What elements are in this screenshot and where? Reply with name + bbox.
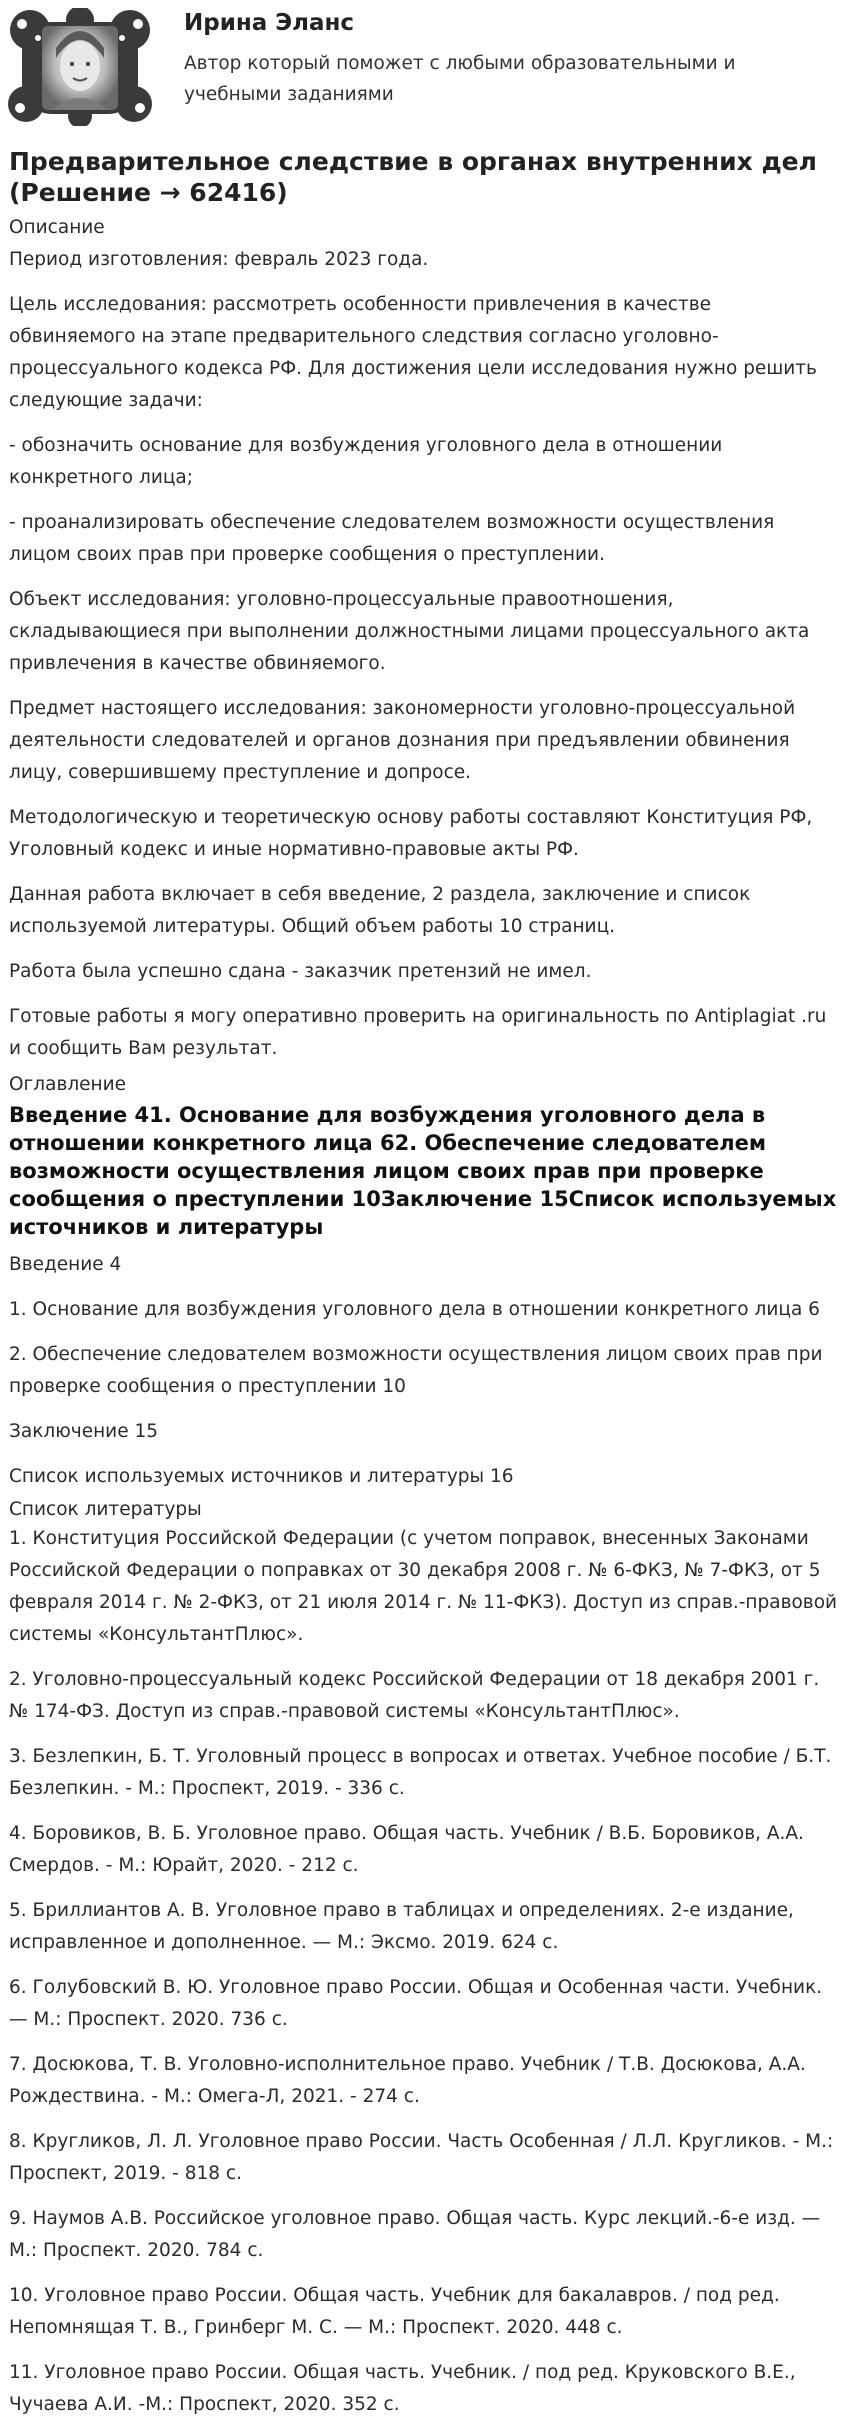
author-name[interactable]: Ирина Эланс — [184, 10, 355, 36]
toc-item: Список используемых источников и литературы 16 — [9, 1466, 514, 1487]
reference-item: 1. Конституция Российской Федерации (с учетом поправок, внесенных Законами Российской Федерации о поправках от 30 декабря 2008 г. № 6-ФКЗ, № 7-ФКЗ, от 5 февраля 2014 г. № 2-ФКЗ, от 21 июля 2014 г. № 11-ФКЗ). Доступ из справ.-правовой системы «КонсультантПлюс». — [9, 1528, 838, 1645]
references-label: Список литературы — [9, 1499, 202, 1520]
toc-summary: Введение 41. Основание для возбуждения уголовного дела в отношении конкретного лица 62. Обеспечение следователем возможности осуществления лицом своих прав при проверке сообщения о преступлении 10Заключение 15Список используемых источников и литературы — [9, 1103, 837, 1239]
description-label: Описание — [9, 217, 105, 238]
avatar[interactable] — [8, 8, 152, 126]
author-block — [0, 0, 847, 130]
toc-item: Заключение 15 — [9, 1421, 159, 1442]
reference-item: 10. Уголовное право России. Общая часть. Учебник для бакалавров. / под ред. Непомнящая Т. В., Гринберг М. С. — М.: Проспект. 2020. 448 с. — [9, 2285, 780, 2338]
reference-item: 5. Бриллиантов А. В. Уголовное право в таблицах и определениях. 2-е издание, исправленное и дополненное. — М.: Эксмо. 2019. 624 с. — [9, 1900, 794, 1953]
reference-item: 6. Голубовский В. Ю. Уголовное право России. Общая и Особенная части. Учебник. — М.: Проспект. 2020. 736 с. — [9, 1977, 823, 2030]
reference-item: 3. Безлепкин, Б. Т. Уголовный процесс в вопросах и ответах. Учебное пособие / Б.Т. Безлепкин. - М.: Проспект, 2019. - 336 с. — [9, 1746, 832, 1799]
description-paragraph: Данная работа включает в себя введение, 2 раздела, заключение и список используемой литературы. Общий объем работы 10 страниц. — [9, 884, 751, 937]
description-paragraph: Предмет настоящего исследования: закономерности уголовно-процессуальной деятельности следователей и органов дознания при предъявлении обвинения лицу, совершившему преступление и допросе. — [9, 698, 796, 783]
description-paragraph: - обозначить основание для возбуждения уголовного дела в отношении конкретного лица; — [9, 435, 723, 488]
description-paragraph: Методологическую и теоретическую основу работы составляют Конституция РФ, Уголовный кодекс и иные нормативно-правовые акты РФ. — [9, 807, 813, 860]
page-title: Предварительное следствие в органах внутренних дел (Решение → 62416) — [9, 147, 817, 207]
toc-item: Введение 4 — [9, 1254, 122, 1275]
reference-item: 9. Наумов А.В. Российское уголовное право. Общая часть. Курс лекций.-6-е изд. — М.: Проспект. 2020. 784 с. — [9, 2208, 821, 2261]
reference-item: 2. Уголовно-процессуальный кодекс Российской Федерации от 18 декабря 2001 г. № 174-ФЗ. Доступ из справ.-правовой системы «КонсультантПлюс». — [9, 1669, 820, 1722]
description-paragraph: Цель исследования: рассмотреть особенности привлечения в качестве обвиняемого на этапе предварительного следствия согласно уголовно-процессуального кодекса РФ. Для достижения цели исследования нужно решить следующие задачи: — [9, 294, 817, 411]
reference-item: 4. Боровиков, В. Б. Уголовное право. Общая часть. Учебник / В.Б. Боровиков, А.А. Смердов. - М.: Юрайт, 2020. - 212 с. — [9, 1823, 804, 1876]
reference-item: 7. Досюкова, Т. В. Уголовно-исполнительное право. Учебник / Т.В. Досюкова, А.А. Рождествина. - М.: Омега-Л, 2021. - 274 с. — [9, 2054, 806, 2107]
description-paragraph: Период изготовления: февраль 2023 года. — [9, 249, 429, 270]
toc-item: 2. Обеспечение следователем возможности осуществления лицом своих прав при проверке сообщения о преступлении 10 — [9, 1344, 823, 1397]
author-description: Автор который поможет с любыми образовательными и учебными заданиями — [184, 53, 736, 105]
reference-item: 11. Уголовное право России. Общая часть. Учебник. / под ред. Круковского В.Е., Чучаева А.И. -М.: Проспект, 2020. 352 с. — [9, 2362, 796, 2415]
description-paragraph: Готовые работы я могу оперативно проверить на оригинальность по Antiplagiat .ru и сообщить Вам результат. — [9, 1006, 827, 1059]
main-content — [9, 146, 841, 2434]
toc-item: 1. Основание для возбуждения уголовного дела в отношении конкретного лица 6 — [9, 1299, 820, 1320]
reference-item: 8. Кругликов, Л. Л. Уголовное право России. Часть Особенная / Л.Л. Кругликов. - М.: Проспект, 2019. - 818 с. — [9, 2131, 834, 2184]
description-paragraph: Объект исследования: уголовно-процессуальные правоотношения, складывающиеся при выполнении должностными лицами процессуального акта привлечения в качестве обвиняемого. — [9, 589, 810, 674]
description-paragraph: - проанализировать обеспечение следователем возможности осуществления лицом своих прав при проверке сообщения о преступлении. — [9, 512, 775, 565]
toc-label: Оглавление — [9, 1074, 127, 1095]
description-paragraph: Работа была успешно сдана - заказчик претензий не имел. — [9, 961, 592, 982]
